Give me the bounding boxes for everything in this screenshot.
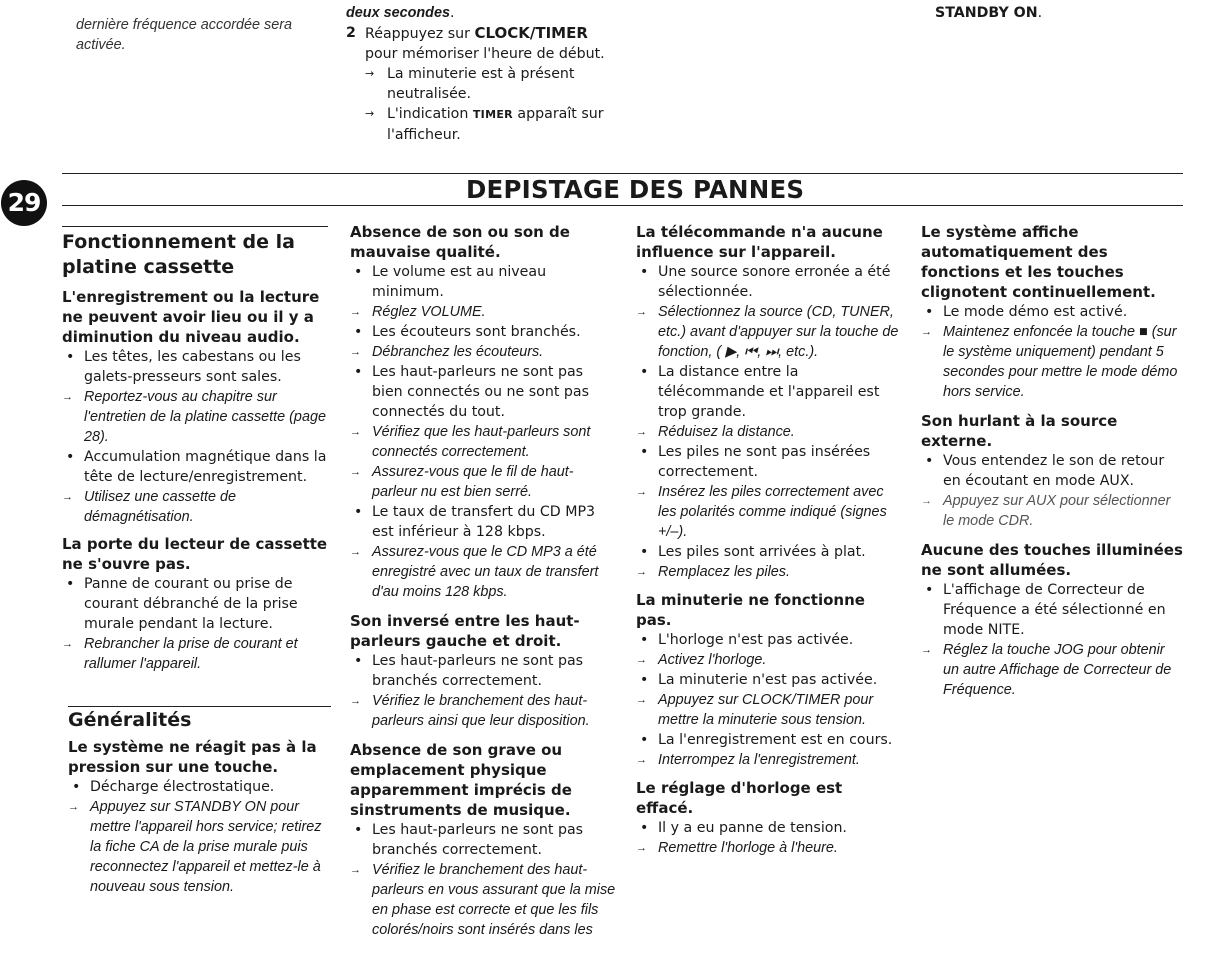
solution-item: → Maintenez enfoncée la touche ■ (sur le système uniquement) pendant 5 secondes pour mettre le mode démo hors service.: [921, 322, 1183, 402]
top-col2: [346, 3, 606, 145]
top-step-2: [346, 23, 606, 145]
title-rule-bottom: [62, 205, 1183, 206]
solution-item: → Remettre l'horloge à l'heure.: [636, 838, 904, 858]
top-col1: [76, 15, 306, 55]
solution-item: → Vérifiez que les haut-parleurs sont connectés correctement.: [350, 422, 618, 462]
section-title-generalites: Généralités: [68, 709, 192, 731]
top-arrow-2-post: apparaît sur: [512, 106, 604, 122]
problem-title: Aucune des touches illuminées ne sont allumées.: [921, 541, 1183, 579]
cause-item: • Une source sonore erronée a été sélectionnée.: [636, 262, 904, 302]
problem-title: La minuterie ne fonctionne pas.: [636, 591, 865, 629]
cause-item: • La minuterie n'est pas activée.: [636, 670, 904, 690]
cause-item: • L'affichage de Correcteur de Fréquence a été sélectionné en mode NITE.: [921, 580, 1183, 640]
solution-item: → Appuyez sur CLOCK/TIMER pour mettre la minuterie sous tension.: [636, 690, 904, 730]
step-line2: pour mémoriser l'heure de début.: [365, 46, 605, 62]
cause-item: • Le taux de transfert du CD MP3 est inférieur à 128 kbps.: [350, 502, 618, 542]
solution-item: → Rebrancher la prise de courant et rallumer l'appareil.: [62, 634, 334, 674]
solution-item: → Assurez-vous que le CD MP3 a été enregistré avec un taux de transfert d'au moins 128 kbps.: [350, 542, 618, 602]
column-4: [921, 222, 1183, 700]
column-2: [350, 222, 618, 940]
top-arrow-2: [365, 104, 606, 145]
cause-item: • Les haut-parleurs ne sont pas branchés correctement.: [350, 820, 618, 860]
cause-item: • Les piles ne sont pas insérées correctement.: [636, 442, 904, 482]
top-lead: [346, 3, 606, 23]
cause-item: • La l'enregistrement est en cours.: [636, 730, 904, 750]
cause-item: • Les haut-parleurs ne sont pas branchés correctement.: [350, 651, 618, 691]
page-number-badge: 29: [1, 180, 47, 226]
standby-on-label: STANDBY ON: [935, 5, 1038, 21]
cause-item: • Le mode démo est activé.: [921, 302, 1183, 322]
solution-item: → Vérifiez le branchement des haut-parleurs ainsi que leur disposition.: [350, 691, 618, 731]
solution-item: → Insérez les piles correctement avec les polarités comme indiqué (signes +/–).: [636, 482, 904, 542]
solution-item: → Appuyez sur AUX pour sélectionner le mode CDR.: [921, 491, 1183, 531]
problem-title: Absence de son grave ou emplacement physique apparemment imprécis de sinstruments de musique.: [350, 741, 572, 819]
top-col1-line1: dernière fréquence accordée sera: [76, 17, 292, 33]
solution-item: → Utilisez une cassette de démagnétisation.: [62, 487, 334, 527]
top-lead-bold: deux secondes: [346, 5, 450, 21]
problem-title: La porte du lecteur de cassette ne s'ouvre pas.: [62, 535, 328, 573]
step-key-clock-timer: CLOCK/TIMER: [474, 24, 588, 42]
solution-item: → Interrompez la l'enregistrement.: [636, 750, 904, 770]
cause-item: • Le volume est au niveau minimum.: [350, 262, 618, 302]
solution-item: → Assurez-vous que le fil de haut-parleur nu est bien serré.: [350, 462, 618, 502]
cause-item: • Vous entendez le son de retour en écoutant en mode AUX.: [921, 451, 1183, 491]
problem-title: Le réglage d'horloge est effacé.: [636, 779, 843, 817]
section-rule-2: [68, 706, 331, 707]
step-pre: Réappuyez sur: [365, 26, 475, 42]
solution-item: → Sélectionnez la source (CD, TUNER, etc.) avant d'appuyer sur la touche de fonction, ( ▶, ⏮, ⏭, etc.).: [636, 302, 904, 362]
cause-item: • Les piles sont arrivées à plat.: [636, 542, 904, 562]
problem-title: Le système ne réagit pas à la pression sur une touche.: [68, 738, 317, 776]
top-lead-end: .: [449, 5, 455, 21]
solution-item: → Remplacez les piles.: [636, 562, 904, 582]
solution-item: → Appuyez sur STANDBY ON pour mettre l'appareil hors service; retirez la fiche CA de la prise murale puis reconnectez l'appareil et mettez-le à nouveau sous tension.: [68, 797, 334, 897]
solution-item: → Réduisez la distance.: [636, 422, 904, 442]
solution-item: → Vérifiez le branchement des haut-parleurs en vous assurant que la mise en phase est correcte et que les fils colorés/noirs sont insérés dans les: [350, 860, 618, 940]
solution-item: → Réglez la touche JOG pour obtenir un autre Affichage de Correcteur de Fréquence.: [921, 640, 1183, 700]
cause-item: • La distance entre la télécommande et l'appareil est trop grande.: [636, 362, 904, 422]
step-number: 2: [346, 25, 356, 41]
timer-indicator: TIMER: [472, 108, 513, 121]
column-1-generalites: [68, 708, 334, 897]
problem-title: L'enregistrement ou la lecture ne peuvent avoir lieu ou il y a diminution du niveau audio.: [62, 288, 320, 346]
cause-item: • Panne de courant ou prise de courant débranché de la prise murale pendant la lecture.: [62, 574, 334, 634]
top-col4: [935, 3, 1155, 23]
cause-item: • Il y a eu panne de tension.: [636, 818, 904, 838]
section-rule-1: [62, 226, 328, 227]
problem-title: Absence de son ou son de mauvaise qualité.: [350, 223, 570, 261]
cause-item: • Décharge électrostatique.: [68, 777, 334, 797]
cause-item: • Les haut-parleurs ne sont pas bien connectés ou ne sont pas connectés du tout.: [350, 362, 618, 422]
solution-item: → Reportez-vous au chapitre sur l'entretien de la platine cassette (page 28).: [62, 387, 334, 447]
cause-item: • Les écouteurs sont branchés.: [350, 322, 618, 342]
column-3: [636, 222, 904, 858]
solution-item: → Activez l'horloge.: [636, 650, 904, 670]
top-arrow-2-pre: L'indication: [387, 106, 473, 122]
top-arrow-1-line2: neutralisée.: [387, 86, 472, 102]
standby-on-end: .: [1037, 5, 1043, 21]
column-1: [62, 230, 334, 674]
cause-item: • Les têtes, les cabestans ou les galets-presseurs sont sales.: [62, 347, 334, 387]
top-arrow-1-line1: → La minuterie est à présent: [387, 66, 575, 82]
title-rule-top: [62, 173, 1183, 174]
problem-title: Le système affiche automatiquement des fonctions et les touches clignotent continuellement.: [921, 223, 1156, 301]
solution-item: → Réglez VOLUME.: [350, 302, 618, 322]
solution-item: → Débranchez les écouteurs.: [350, 342, 618, 362]
top-col1-line2: activée.: [76, 37, 126, 53]
cause-item: • Accumulation magnétique dans la tête de lecture/enregistrement.: [62, 447, 334, 487]
page-title: DEPISTAGE DES PANNES: [466, 175, 805, 204]
problem-title: La télécommande n'a aucune influence sur l'appareil.: [636, 223, 883, 261]
cause-item: • L'horloge n'est pas activée.: [636, 630, 904, 650]
problem-title: Son inversé entre les haut-parleurs gauche et droit.: [350, 612, 580, 650]
top-arrow-1: [365, 64, 606, 104]
problem-title: Son hurlant à la source externe.: [921, 412, 1118, 450]
section-title-cassette: Fonctionnement de la platine cassette: [62, 231, 295, 278]
top-arrow-2-line2: l'afficheur.: [387, 127, 461, 143]
